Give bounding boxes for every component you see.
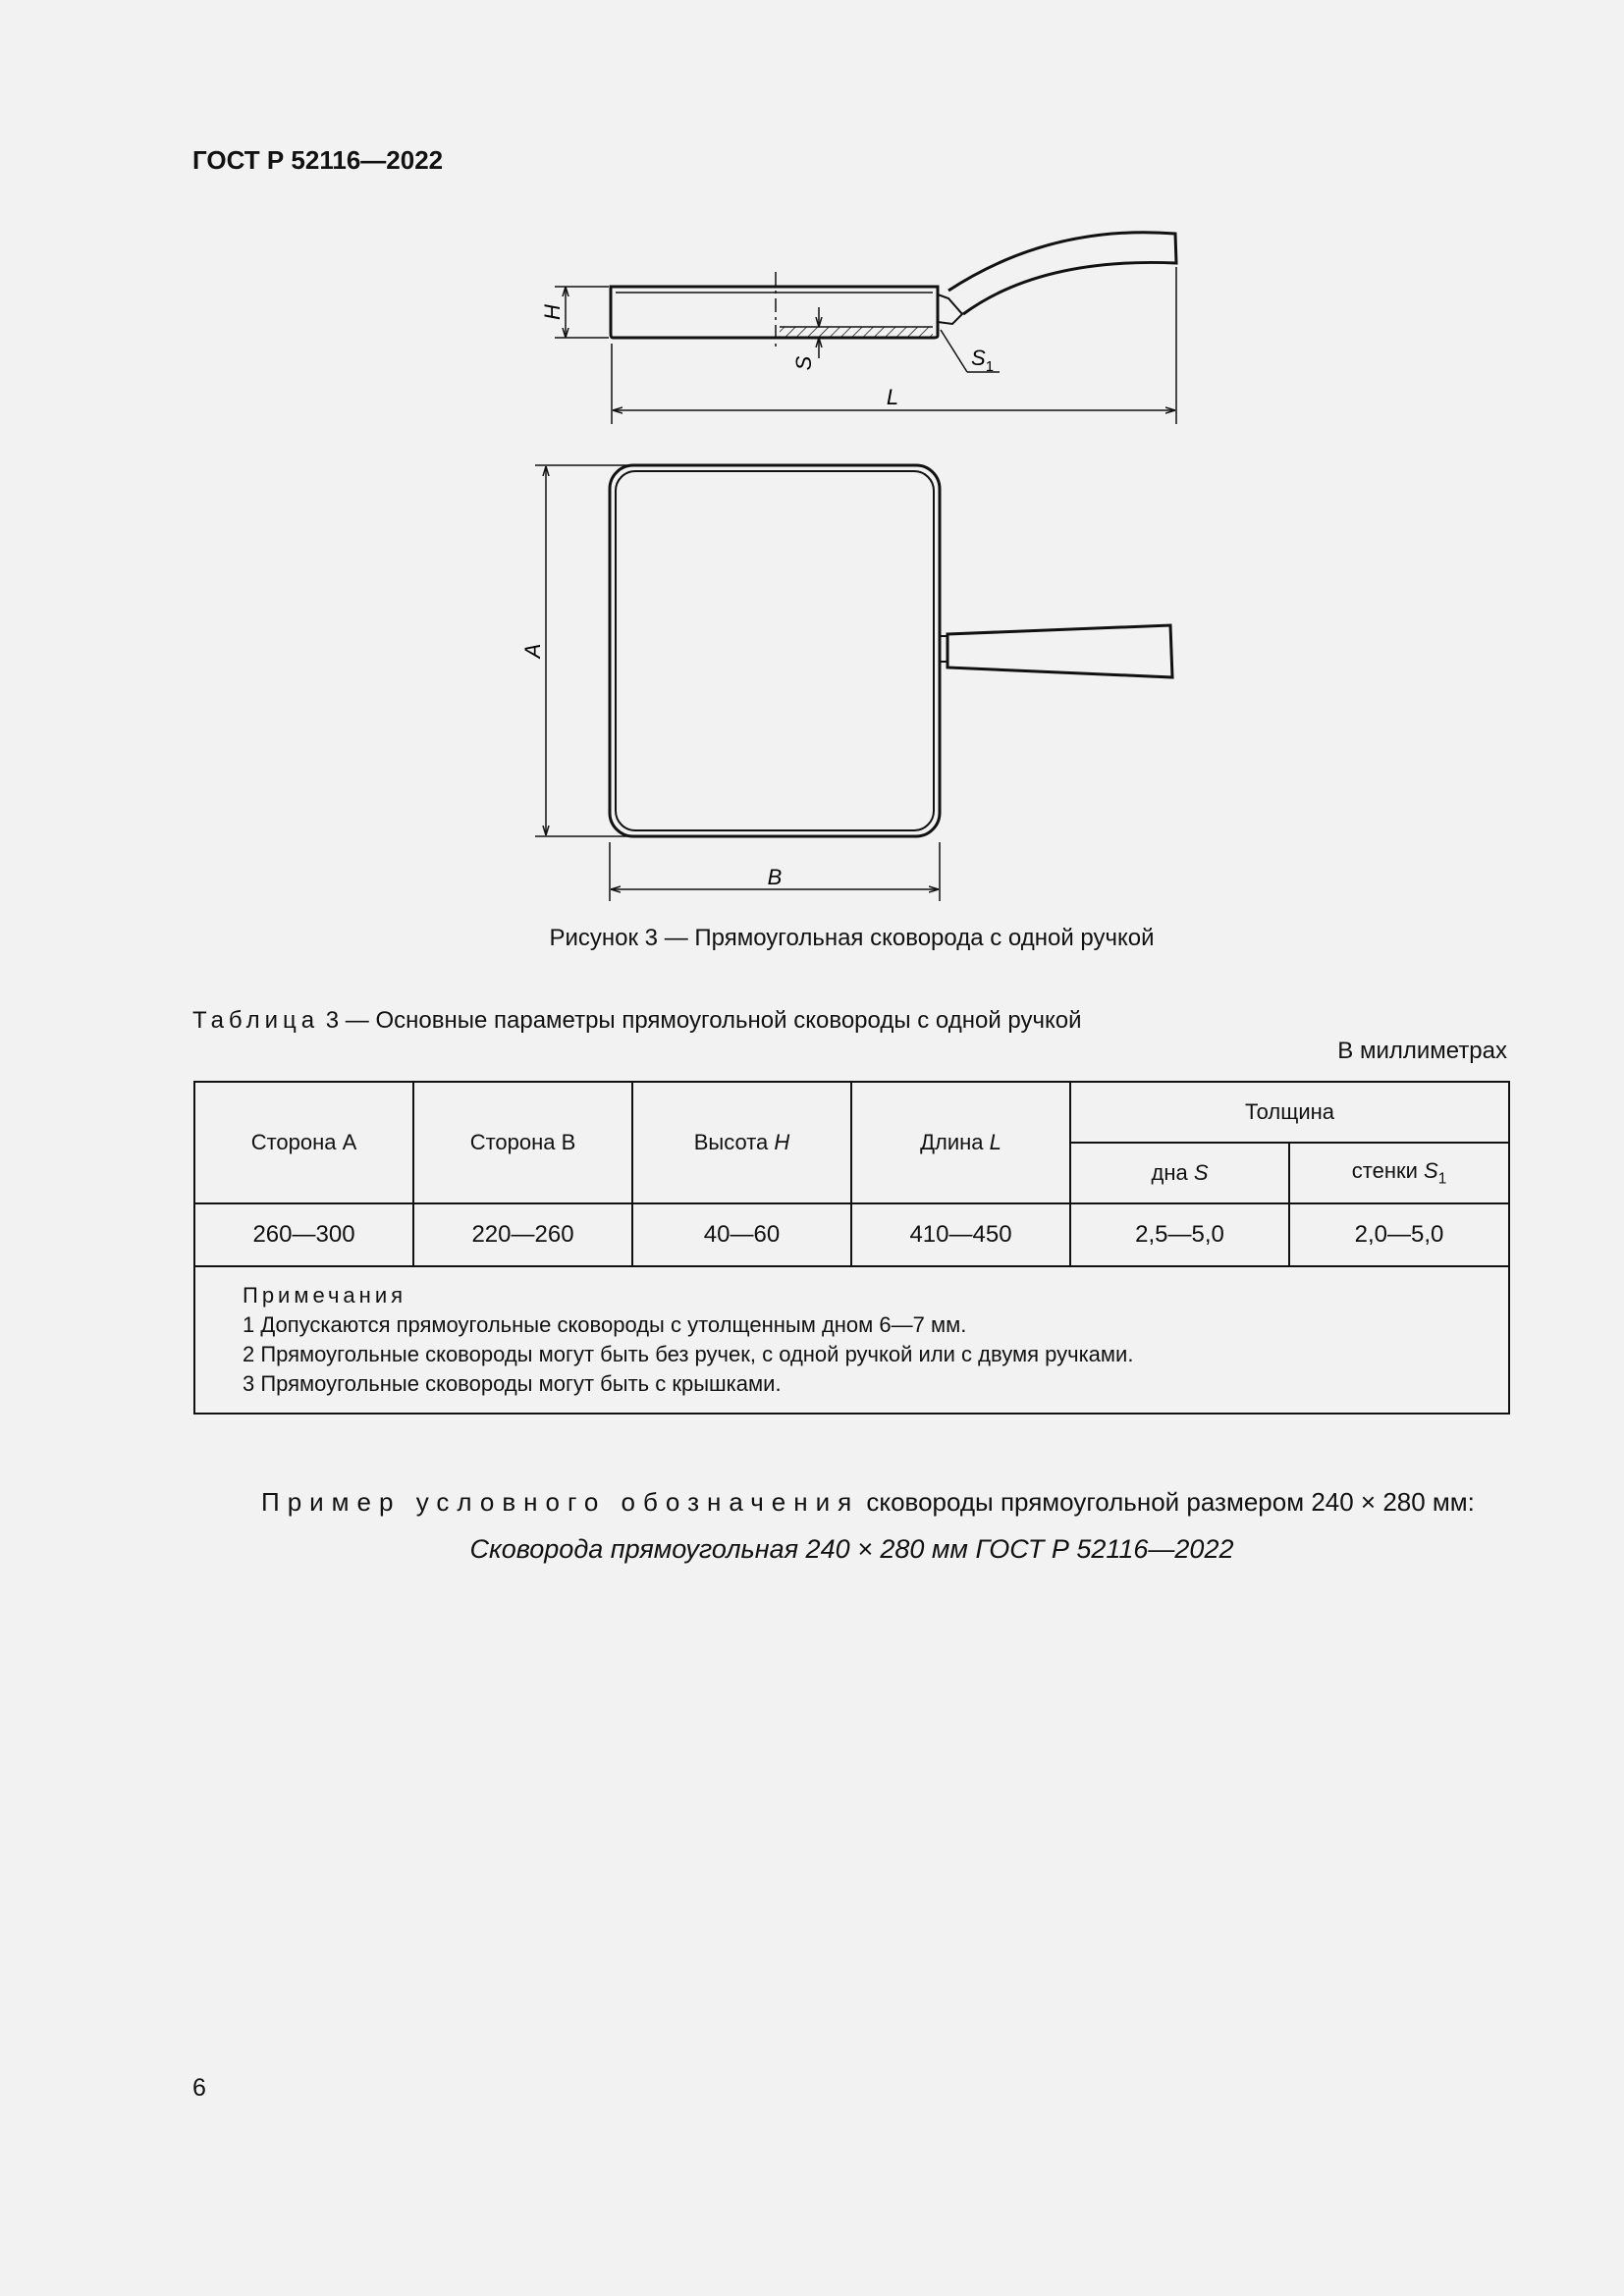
header-length: Длина L xyxy=(851,1082,1070,1203)
dimension-a xyxy=(535,465,628,836)
header-height: Высота H xyxy=(632,1082,851,1203)
cell-bottom: 2,5—5,0 xyxy=(1070,1203,1289,1266)
cell-length: 410—450 xyxy=(851,1203,1070,1266)
header-wall: стенки $S_1$ xyxy=(1289,1143,1509,1203)
cell-wall: 2,0—5,0 xyxy=(1289,1203,1509,1266)
table-row xyxy=(194,1203,1509,1266)
designation-example xyxy=(261,1487,1475,1518)
page-number: 6 xyxy=(192,2074,206,2102)
note-item: 3 Прямоугольные сковороды могут быть с крышками. xyxy=(243,1371,782,1396)
cell-side-a: 260—300 xyxy=(194,1203,413,1266)
header-side-b: Сторона В xyxy=(413,1082,632,1203)
label-l: L xyxy=(886,385,899,409)
note-item: 2 Прямоугольные сковороды могут быть без ручек, с одной ручкой или с двумя ручками. xyxy=(243,1342,1134,1366)
example-text: сковороды прямоугольной размером 240 × 280 мм: xyxy=(859,1487,1475,1517)
label-s: S xyxy=(791,355,816,371)
label-s1: $S_1$ xyxy=(971,346,995,375)
table-units: В миллиметрах xyxy=(1337,1038,1507,1064)
designation-text: Сковорода прямоугольная 240 × 280 мм ГОСТ Р 52116—2022 xyxy=(469,1534,1234,1564)
table-title-text: 3 — Основные параметры прямоугольной сковороды с одной ручкой xyxy=(319,1007,1082,1034)
pan-plan-view xyxy=(610,465,1172,836)
header-bottom: дна S xyxy=(1070,1143,1289,1203)
pan-side-view xyxy=(611,233,1176,348)
label-h: H xyxy=(540,304,565,320)
example-label: Пример условного обозначения xyxy=(261,1487,860,1517)
cell-height: 40—60 xyxy=(632,1203,851,1266)
table-title xyxy=(192,1007,1082,1035)
parameters-table xyxy=(193,1081,1510,1415)
note-item: 1 Допускаются прямоугольные сковороды с утолщенным дном 6—7 мм. xyxy=(243,1312,967,1337)
notes-title: Примечания xyxy=(243,1283,407,1308)
header-thickness: Толщина xyxy=(1070,1082,1509,1143)
cell-side-b: 220—260 xyxy=(413,1203,632,1266)
table-notes xyxy=(194,1266,1509,1414)
table-title-label: Таблица xyxy=(192,1007,320,1034)
label-a: A xyxy=(520,643,545,659)
label-b: B xyxy=(767,865,783,889)
header-side-a: Сторона А xyxy=(194,1082,413,1203)
pan-drawing xyxy=(0,0,1624,923)
figure-caption: Рисунок 3 — Прямоугольная сковорода с одной ручкой xyxy=(549,925,1155,951)
document-header: ГОСТ Р 52116—2022 xyxy=(192,145,444,175)
